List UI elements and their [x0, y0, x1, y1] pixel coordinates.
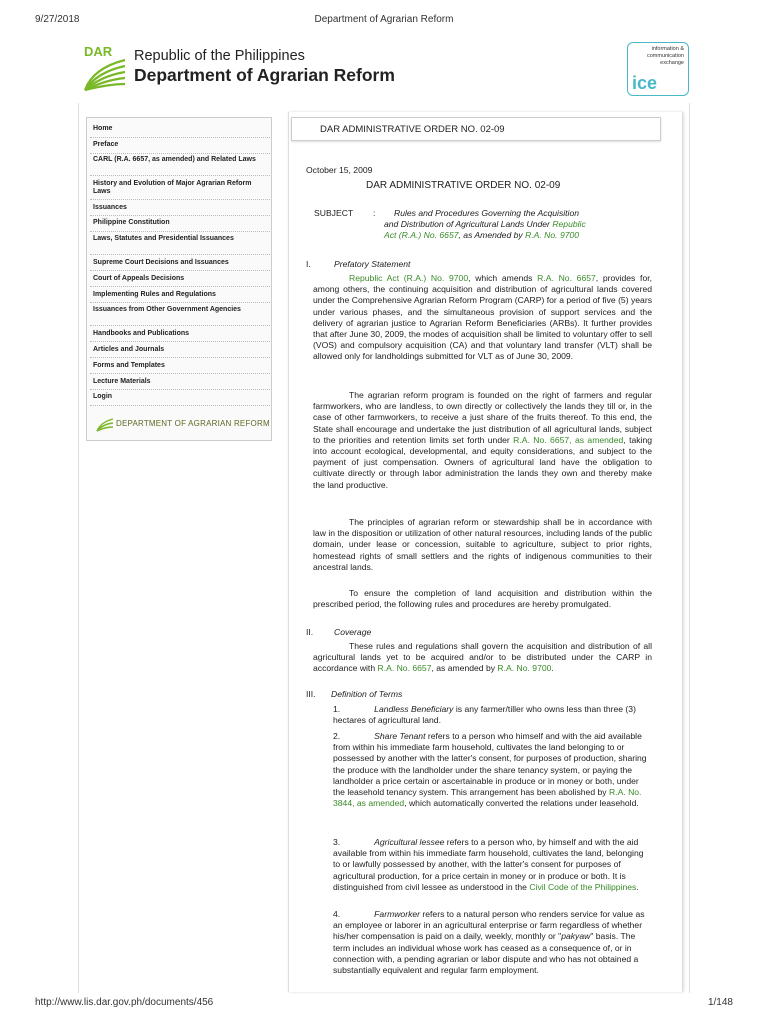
definition-2: 2. Share Tenant refers to a person who himself and with the aid available from within his immediate farm household, cultivates the land belonging to or possessed by another with the latter's consent, for purposes of production, sharing the produce with the landholder under the share tenancy system, or paying the landholder a price certain or ascertainable in produce or in money or both, under the leasehold tenancy system. This arrangement has been abolished by R.A. No. 3844, as amended, which automatically converted the relations under leasehold.: [333, 731, 647, 809]
def2-num: 2.: [333, 731, 341, 741]
sidebar-divider: [90, 389, 270, 390]
sidebar-item-issuances[interactable]: Issuances: [93, 204, 127, 211]
sidebar-item-constitution[interactable]: Philippine Constitution: [93, 219, 170, 226]
sidebar-divider: [90, 286, 270, 287]
def1-term: Landless Beneficiary: [374, 704, 454, 714]
sidebar-item-forms[interactable]: Forms and Templates: [93, 362, 165, 369]
print-url: http://www.lis.dar.gov.ph/documents/456: [35, 997, 214, 1008]
subject-label: SUBJECT: [314, 208, 354, 218]
sidebar-item-preface[interactable]: Preface: [93, 141, 119, 148]
ice-logo[interactable]: [627, 42, 689, 96]
ice-caption: information & communication exchange: [647, 46, 684, 66]
site-banner: [78, 40, 690, 100]
sidebar-item-supreme-court[interactable]: Supreme Court Decisions and Issuances: [93, 259, 229, 266]
definition-1: 1. Landless Beneficiary is any farmer/tiller who owns less than three (3) hectares of agricultural land.: [333, 704, 636, 726]
sidebar-divider: [90, 153, 270, 154]
sidebar-divider: [90, 357, 270, 358]
link-ra-9700[interactable]: R.A. No. 9700: [525, 230, 580, 240]
paragraph-2: The agrarian reform program is founded on the right of farmers and regular farmworkers, who are landless, to own directly or collectively the lands they till or, in the case of other farmworkers, to receive a just share of the fruits thereof. To this end, the State shall encourage and undertake the just distribution of all agricultural lands, subject to the priorities and retention limits set forth under R.A. No. 6657, as amended, taking into account ecological, developmental, and equity considerations, and subject to the payment of just compensation. Owners of agricultural land have the obligation to cultivate directly or through labor administration the lands they own and thereby make the land productive.: [313, 390, 652, 490]
sidebar-divider: [90, 231, 270, 232]
order-title-box: [291, 117, 661, 141]
sec1-title: Prefatory Statement: [334, 259, 411, 269]
sidebar-item-irr[interactable]: Implementing Rules and Regulations: [93, 291, 216, 298]
sidebar-divider: [90, 137, 270, 138]
ice-wordmark: ice: [632, 73, 658, 93]
sec3-title: Definition of Terms: [331, 689, 403, 699]
paragraph-5: These rules and regulations shall govern the acquisition and distribution of all agricultural lands yet to be acquired and/or to be distributed under the CARP in accordance with R.A. No. 6657, as amended by R.A. No. 9700.: [313, 641, 652, 674]
banner-line1: Republic of the Philippines: [134, 48, 305, 64]
sidebar-item-other-agencies[interactable]: Issuances from Other Government Agencies: [93, 306, 241, 313]
link-ra-6657-p1[interactable]: R.A. No. 6657: [537, 273, 596, 283]
link-ra-9700-p5[interactable]: R.A. No. 9700: [497, 663, 552, 674]
link-ra-6657-amended[interactable]: R.A. No. 6657, as amended: [513, 434, 624, 445]
sidebar-divider: [90, 175, 270, 176]
sidebar-item-home[interactable]: Home: [93, 125, 113, 132]
def1-num: 1.: [333, 704, 341, 714]
link-ra-9700-p1[interactable]: Republic Act (R.A.) No. 9700: [349, 273, 469, 283]
sidebar-divider: [90, 215, 270, 216]
def4-term-pakyaw: pakyaw: [561, 931, 591, 942]
sidebar-item-carl[interactable]: CARL (R.A. 6657, as amended) and Related Laws: [93, 156, 256, 163]
sec1-num: I.: [306, 259, 311, 269]
def3-num: 3.: [333, 837, 341, 847]
sidebar-item-handbooks[interactable]: Handbooks and Publications: [93, 330, 190, 337]
dar-logo-mark: DAR: [84, 44, 113, 59]
paragraph-1: Republic Act (R.A.) No. 9700, which amends R.A. No. 6657, provides for, among others, the continuing acquisition and distribution of agricultural lands covered under the Comprehensive Agrarian Reform Program (CARP) for a period of five (5) years under various phases, and the simultaneous provision of support services and the delivery of agrarian justice to Agrarian Reform Beneficiaries (ARBs). It further provides that after June 30, 2009, the modes of acquisition shall be limited to voluntary offer to sell (VOS) and compulsory acquisition (CA) and that voluntary land transfer (VLT) shall be allowed only for landholdings submitted for VLT as of June 30, 2009.: [313, 273, 652, 362]
sec3-num: III.: [306, 689, 316, 699]
sidebar-divider: [90, 302, 270, 303]
link-civil-code[interactable]: Civil Code of the Philippines: [529, 881, 637, 892]
sidebar-dar-logo[interactable]: [96, 414, 270, 434]
sidebar-divider: [90, 270, 270, 271]
sidebar-divider: [90, 373, 270, 374]
sidebar-divider: [90, 199, 270, 200]
def4-num: 4.: [333, 909, 341, 919]
sidebar-item-court-of-appeals[interactable]: Court of Appeals Decisions: [93, 275, 185, 282]
subject-colon: :: [373, 208, 376, 218]
print-title: Department of Agrarian Reform: [314, 14, 454, 25]
def4-term: Farmworker: [374, 909, 421, 919]
link-ra-6657-p5[interactable]: R.A. No. 6657: [377, 663, 432, 674]
sidebar-divider: [90, 325, 270, 326]
paragraph-3: The principles of agrarian reform or stewardship shall be in accordance with law in the disposition or utilization of other natural resources, including lands of the public domain, under lease or concession, suitable to agriculture, subject to prior rights, homestead rights of small settlers and the rights of indigenous communities to their ancestral lands.: [313, 517, 652, 572]
doc-date: October 15, 2009: [306, 165, 373, 175]
print-page-number: 1/148: [707, 997, 733, 1008]
sidebar-item-laws[interactable]: Laws, Statutes and Presidential Issuances: [93, 235, 234, 242]
sidebar-divider: [90, 254, 270, 255]
dar-logo-icon: [83, 44, 127, 92]
paragraph-4: To ensure the completion of land acquisition and distribution within the prescribed period, the following rules and procedures are hereby promulgated.: [313, 588, 652, 610]
sidebar-logo-text: DEPARTMENT OF AGRARIAN REFORM: [116, 419, 270, 428]
def3-term: Agricultural lessee: [374, 837, 445, 847]
definition-3: 3. Agricultural lessee refers to a person who, by himself and with the aid available from within his immediate farm household, cultivates the land, belonging to or lawfully possessed by another, with the latter's consent for purposes of agricultural production, for a price certain in money or in produce or both. It is distinguished from civil lessee as understood in the Civil Code of the Philippines.: [333, 837, 644, 892]
banner-line2: Department of Agrarian Reform: [134, 65, 395, 85]
sidebar-divider: [90, 405, 270, 406]
link-republic-act[interactable]: Republic: [552, 219, 586, 229]
order-title: DAR ADMINISTRATIVE ORDER NO. 02-09: [320, 124, 505, 135]
def2-term: Share Tenant: [374, 731, 426, 741]
sec2-title: Coverage: [334, 627, 372, 637]
dar-small-logo-icon: [96, 414, 114, 432]
sidebar-item-articles[interactable]: Articles and Journals: [93, 346, 165, 353]
definition-4: 4. Farmworker refers to a natural person who renders service for value as an employee or laborer in an agricultural enterprise or farm regardless of whether his/her compensation is paid on a daily, weekly, monthly or "pakyaw" basis. The term includes an individual whose work has ceased as a consequence of, or in connection with, a pending agrarian or labor dispute and who has not obtained a substantially equivalent and regular farm employment.: [333, 909, 645, 976]
sec2-num: II.: [306, 627, 314, 637]
print-header: [35, 14, 733, 28]
sidebar-item-lecture[interactable]: Lecture Materials: [93, 378, 151, 385]
sidebar-item-login[interactable]: Login: [93, 393, 113, 400]
link-ra-6657[interactable]: Act (R.A.) No. 6657: [384, 230, 459, 240]
sidebar-item-history[interactable]: History and Evolution of Major Agrarian Reform Laws: [93, 180, 252, 195]
subject-line-1: Rules and Procedures Governing the Acquisition: [394, 208, 580, 218]
subject-line-3: Act (R.A.) No. 6657, as Amended by R.A. No. 9700: [384, 230, 580, 240]
print-footer: [35, 997, 733, 1011]
doc-title: DAR ADMINISTRATIVE ORDER NO. 02-09: [366, 180, 561, 191]
sidebar-divider: [90, 341, 270, 342]
subject-line-2: and Distribution of Agricultural Lands Under Republic: [384, 219, 586, 229]
sidebar-nav: [86, 117, 272, 441]
print-date: 9/27/2018: [35, 14, 80, 25]
link-ra-3844[interactable]: R.A. No. 3844, as amended: [333, 787, 642, 809]
